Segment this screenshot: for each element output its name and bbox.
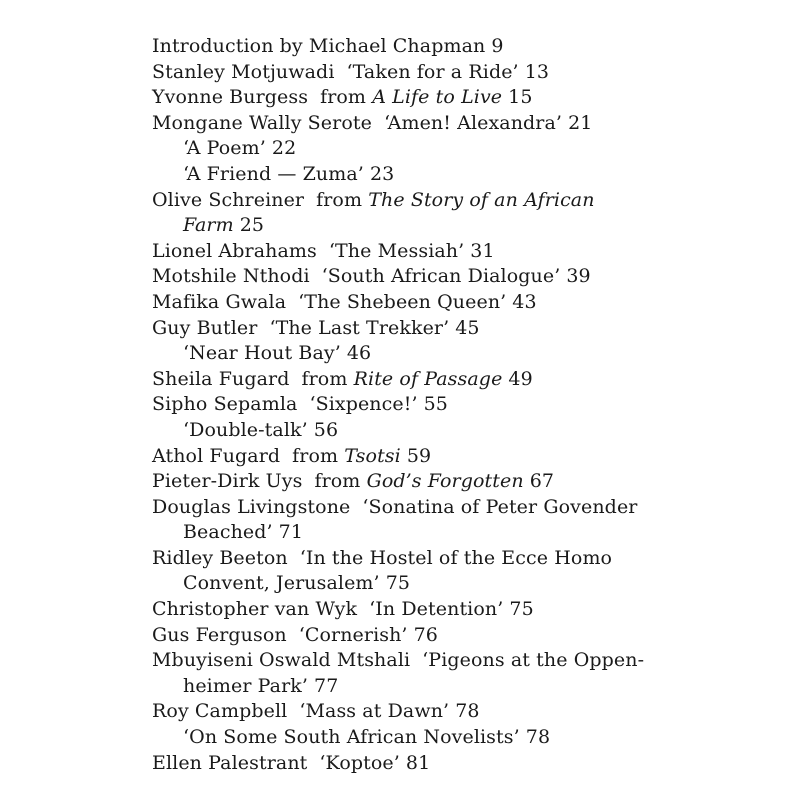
- toc-entry: [152, 469, 800, 495]
- entry-page: 49: [508, 367, 533, 390]
- toc-entry: [152, 623, 800, 649]
- toc-subentry: [152, 341, 800, 367]
- entry-title-continued: Convent, Jerusalem’: [183, 572, 380, 595]
- entry-from: from: [301, 367, 348, 390]
- entry-page: 46: [346, 342, 372, 365]
- toc-continuation: [152, 674, 800, 700]
- entry-title: ‘Sonatina of Peter Govender: [362, 495, 638, 518]
- entry-title-continued: heimer Park’: [183, 674, 309, 697]
- entry-author: Roy Campbell: [152, 700, 288, 723]
- entry-page: 23: [369, 162, 395, 185]
- entry-author: Lionel Abrahams: [152, 239, 317, 262]
- entry-page: 25: [239, 214, 265, 237]
- entry-title: Rite of Passage: [353, 367, 503, 390]
- entry-title: ‘Double-talk’: [183, 418, 308, 441]
- entry-page: 56: [313, 418, 339, 441]
- entry-page: 55: [423, 393, 448, 416]
- toc-entry: [152, 264, 800, 290]
- toc-entry: [152, 751, 800, 777]
- entry-page: 45: [455, 316, 480, 339]
- entry-page: 75: [509, 598, 534, 621]
- entry-title: ‘On Some South African Novelists’: [183, 726, 520, 749]
- toc-entry: [152, 648, 800, 674]
- entry-author: Mongane Wally Serote: [152, 111, 372, 134]
- entry-author: Stanley Motjuwadi: [152, 60, 335, 83]
- entry-title: ‘A Poem’: [183, 137, 266, 160]
- toc-entry: [152, 367, 800, 393]
- toc-subentry: [152, 418, 800, 444]
- table-of-contents: [152, 34, 800, 776]
- toc-continuation: [152, 213, 800, 239]
- toc-entry: [152, 60, 800, 86]
- toc-subentry: [152, 136, 800, 162]
- entry-title: ‘Amen! Alexandra’: [383, 111, 563, 134]
- toc-entry: [152, 290, 800, 316]
- toc-entry: [152, 495, 800, 521]
- entry-author: Christopher van Wyk: [152, 598, 358, 621]
- entry-page: 39: [566, 265, 591, 288]
- entry-title: ‘Sixpence!’: [309, 393, 418, 416]
- entry-author: Mbuyiseni Oswald Mtshali: [152, 649, 411, 672]
- toc-entry: [152, 699, 800, 725]
- entry-title: ‘A Friend — Zuma’: [183, 162, 364, 185]
- entry-page: 76: [413, 623, 438, 646]
- entry-title: ‘Mass at Dawn’: [299, 700, 450, 723]
- entry-author: Pieter-Dirk Uys: [152, 470, 303, 493]
- entry-title: ‘The Last Trekker’: [269, 316, 450, 339]
- entry-page: 67: [529, 470, 555, 493]
- toc-continuation: [152, 520, 800, 546]
- toc-entry: [152, 239, 800, 265]
- toc-entry: [152, 85, 800, 111]
- entry-title: The Story of an African: [368, 188, 595, 211]
- entry-page: 75: [385, 572, 411, 595]
- entry-author: Guy Butler: [152, 316, 258, 339]
- entry-title: ‘Near Hout Bay’: [183, 342, 341, 365]
- entry-page: 77: [314, 674, 339, 697]
- toc-entry: [152, 597, 800, 623]
- entry-author: Ellen Palestrant: [152, 751, 308, 774]
- entry-title: ‘Taken for a Ride’: [346, 60, 519, 83]
- entry-title: ‘South African Dialogue’: [321, 265, 561, 288]
- entry-page: 59: [406, 444, 432, 467]
- entry-page: 43: [512, 290, 537, 313]
- entry-title: ‘Koptoe’: [319, 751, 400, 774]
- toc-entry: [152, 392, 800, 418]
- entry-page: 22: [271, 137, 297, 160]
- entry-page: 31: [470, 239, 495, 262]
- entry-title: ‘In Detention’: [369, 598, 504, 621]
- toc-subentry: [152, 725, 800, 751]
- toc-entry: [152, 316, 800, 342]
- entry-title: God’s Forgotten: [366, 470, 524, 493]
- entry-page: 71: [278, 521, 304, 544]
- entry-page: 78: [455, 700, 480, 723]
- entry-page: 15: [508, 86, 533, 109]
- toc-subentry: [152, 162, 800, 188]
- entry-from: from: [316, 188, 363, 211]
- entry-author: Motshile Nthodi: [152, 265, 310, 288]
- entry-author: Athol Fugard: [152, 444, 281, 467]
- entry-author: Gus Ferguson: [152, 623, 287, 646]
- entry-page: 81: [405, 751, 431, 774]
- entry-title: ‘In the Hostel of the Ecce Homo: [299, 546, 613, 569]
- entry-author: Sipho Sepamla: [152, 393, 298, 416]
- entry-from: from: [320, 86, 367, 109]
- entry-page: 13: [524, 60, 550, 83]
- toc-continuation: [152, 571, 800, 597]
- entry-page: 78: [525, 726, 551, 749]
- entry-author: Sheila Fugard: [152, 367, 290, 390]
- entry-title-continued: Beached’: [183, 521, 273, 544]
- entry-title: Tsotsi: [344, 444, 401, 467]
- entry-title: ‘The Shebeen Queen’: [298, 290, 507, 313]
- toc-entry: [152, 546, 800, 572]
- entry-author: Yvonne Burgess: [152, 86, 309, 109]
- entry-title-continued: Farm: [183, 214, 234, 237]
- toc-entry: [152, 34, 800, 60]
- entry-title: ‘Cornerish’: [298, 623, 408, 646]
- toc-entry: [152, 188, 800, 214]
- entry-title: A Life to Live: [372, 86, 503, 109]
- entry-author: Ridley Beeton: [152, 546, 288, 569]
- toc-entry: [152, 444, 800, 470]
- entry-author: Olive Schreiner: [152, 188, 305, 211]
- entry-page: 21: [568, 111, 593, 134]
- entry-from: from: [292, 444, 339, 467]
- entry-page: 9: [491, 35, 504, 57]
- entry-title: ‘Pigeons at the Oppen-: [422, 649, 645, 672]
- entry-from: from: [314, 470, 361, 493]
- entry-author: Mafika Gwala: [152, 290, 287, 313]
- toc-entry: [152, 111, 800, 137]
- entry-author: Introduction by Michael Chapman: [152, 35, 486, 57]
- entry-title: ‘The Messiah’: [328, 239, 465, 262]
- entry-author: Douglas Livingstone: [152, 495, 351, 518]
